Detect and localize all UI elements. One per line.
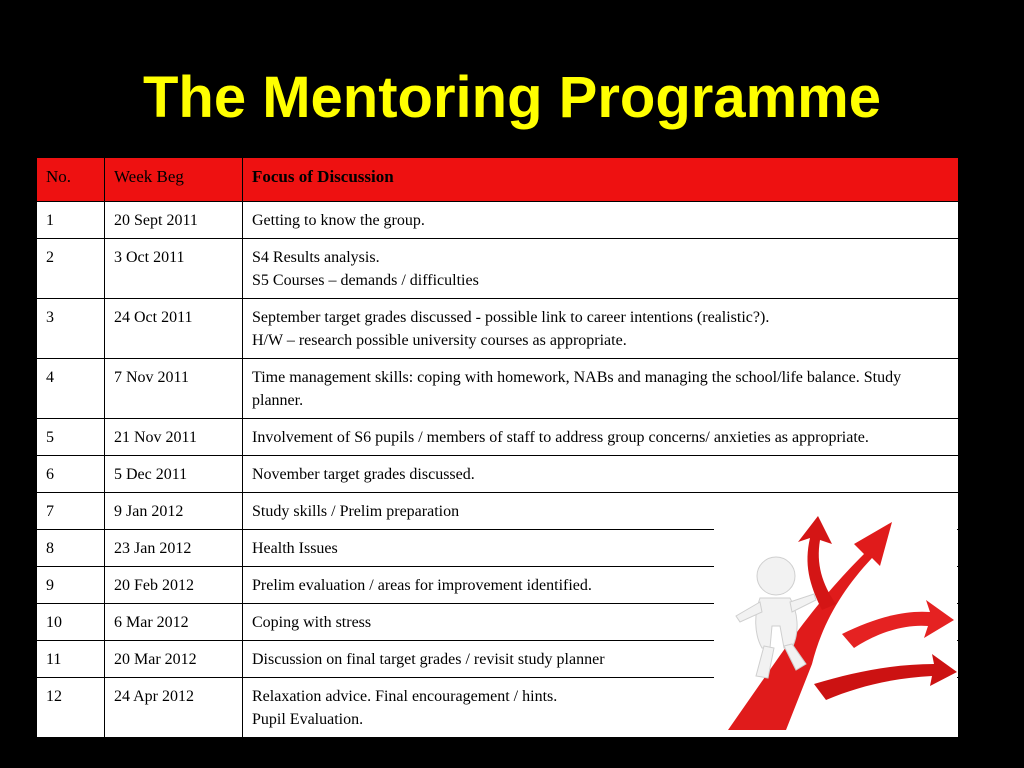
table-row [37,299,959,359]
focus-line: Study skills / Prelim preparation [252,503,460,520]
focus-line: Time management skills: coping with homework, NABs and managing the school/life balance. Study planner. [252,369,902,409]
focus-line: Relaxation advice. Final encouragement / hints. [252,688,558,705]
row-number: 4 [37,359,105,419]
row-number: 8 [37,530,105,567]
slide-title: The Mentoring Programme [143,65,881,130]
header-week-beg: Week Beg [105,158,243,202]
row-number: 9 [37,567,105,604]
focus-line: S4 Results analysis. [252,249,380,266]
row-week-beg: 7 Nov 2011 [105,359,243,419]
table-row [37,419,959,456]
row-number: 1 [37,202,105,239]
focus-line: S5 Courses – demands / difficulties [252,272,479,289]
row-number: 3 [37,299,105,359]
header-no: No. [37,158,105,202]
table-row [37,359,959,419]
row-week-beg: 23 Jan 2012 [105,530,243,567]
row-number: 11 [37,641,105,678]
row-week-beg: 9 Jan 2012 [105,493,243,530]
header-focus-of-discussion: Focus of Discussion [243,158,959,202]
focus-line: Health Issues [252,540,338,557]
row-number: 12 [37,678,105,738]
row-number: 6 [37,456,105,493]
row-week-beg: 20 Feb 2012 [105,567,243,604]
table-row [37,456,959,493]
row-focus [243,419,959,456]
row-week-beg: 3 Oct 2011 [105,239,243,299]
focus-line: Pupil Evaluation. [252,711,364,728]
row-week-beg: 20 Mar 2012 [105,641,243,678]
focus-line: Discussion on final target grades / revisit study planner [252,651,605,668]
row-focus [243,239,959,299]
row-focus [243,202,959,239]
focus-line: Prelim evaluation / areas for improvement identified. [252,577,592,594]
table-header-row [37,158,959,202]
row-number: 2 [37,239,105,299]
row-number: 5 [37,419,105,456]
figure-at-crossroads-arrows-icon [714,514,957,730]
row-number: 7 [37,493,105,530]
table-row [37,239,959,299]
table-row [37,202,959,239]
row-focus [243,456,959,493]
focus-line: September target grades discussed - possible link to career intentions (realistic?). [252,309,770,326]
row-week-beg: 24 Oct 2011 [105,299,243,359]
row-week-beg: 5 Dec 2011 [105,456,243,493]
crossroads-illustration [714,514,957,730]
row-week-beg: 21 Nov 2011 [105,419,243,456]
focus-line: Involvement of S6 pupils / members of staff to address group concerns/ anxieties as appropriate. [252,429,869,446]
row-week-beg: 20 Sept 2011 [105,202,243,239]
row-focus [243,299,959,359]
row-focus [243,359,959,419]
row-week-beg: 6 Mar 2012 [105,604,243,641]
row-number: 10 [37,604,105,641]
focus-line: Coping with stress [252,614,372,631]
focus-line: H/W – research possible university courses as appropriate. [252,332,627,349]
row-week-beg: 24 Apr 2012 [105,678,243,738]
focus-line: November target grades discussed. [252,466,475,483]
focus-line: Getting to know the group. [252,212,425,229]
